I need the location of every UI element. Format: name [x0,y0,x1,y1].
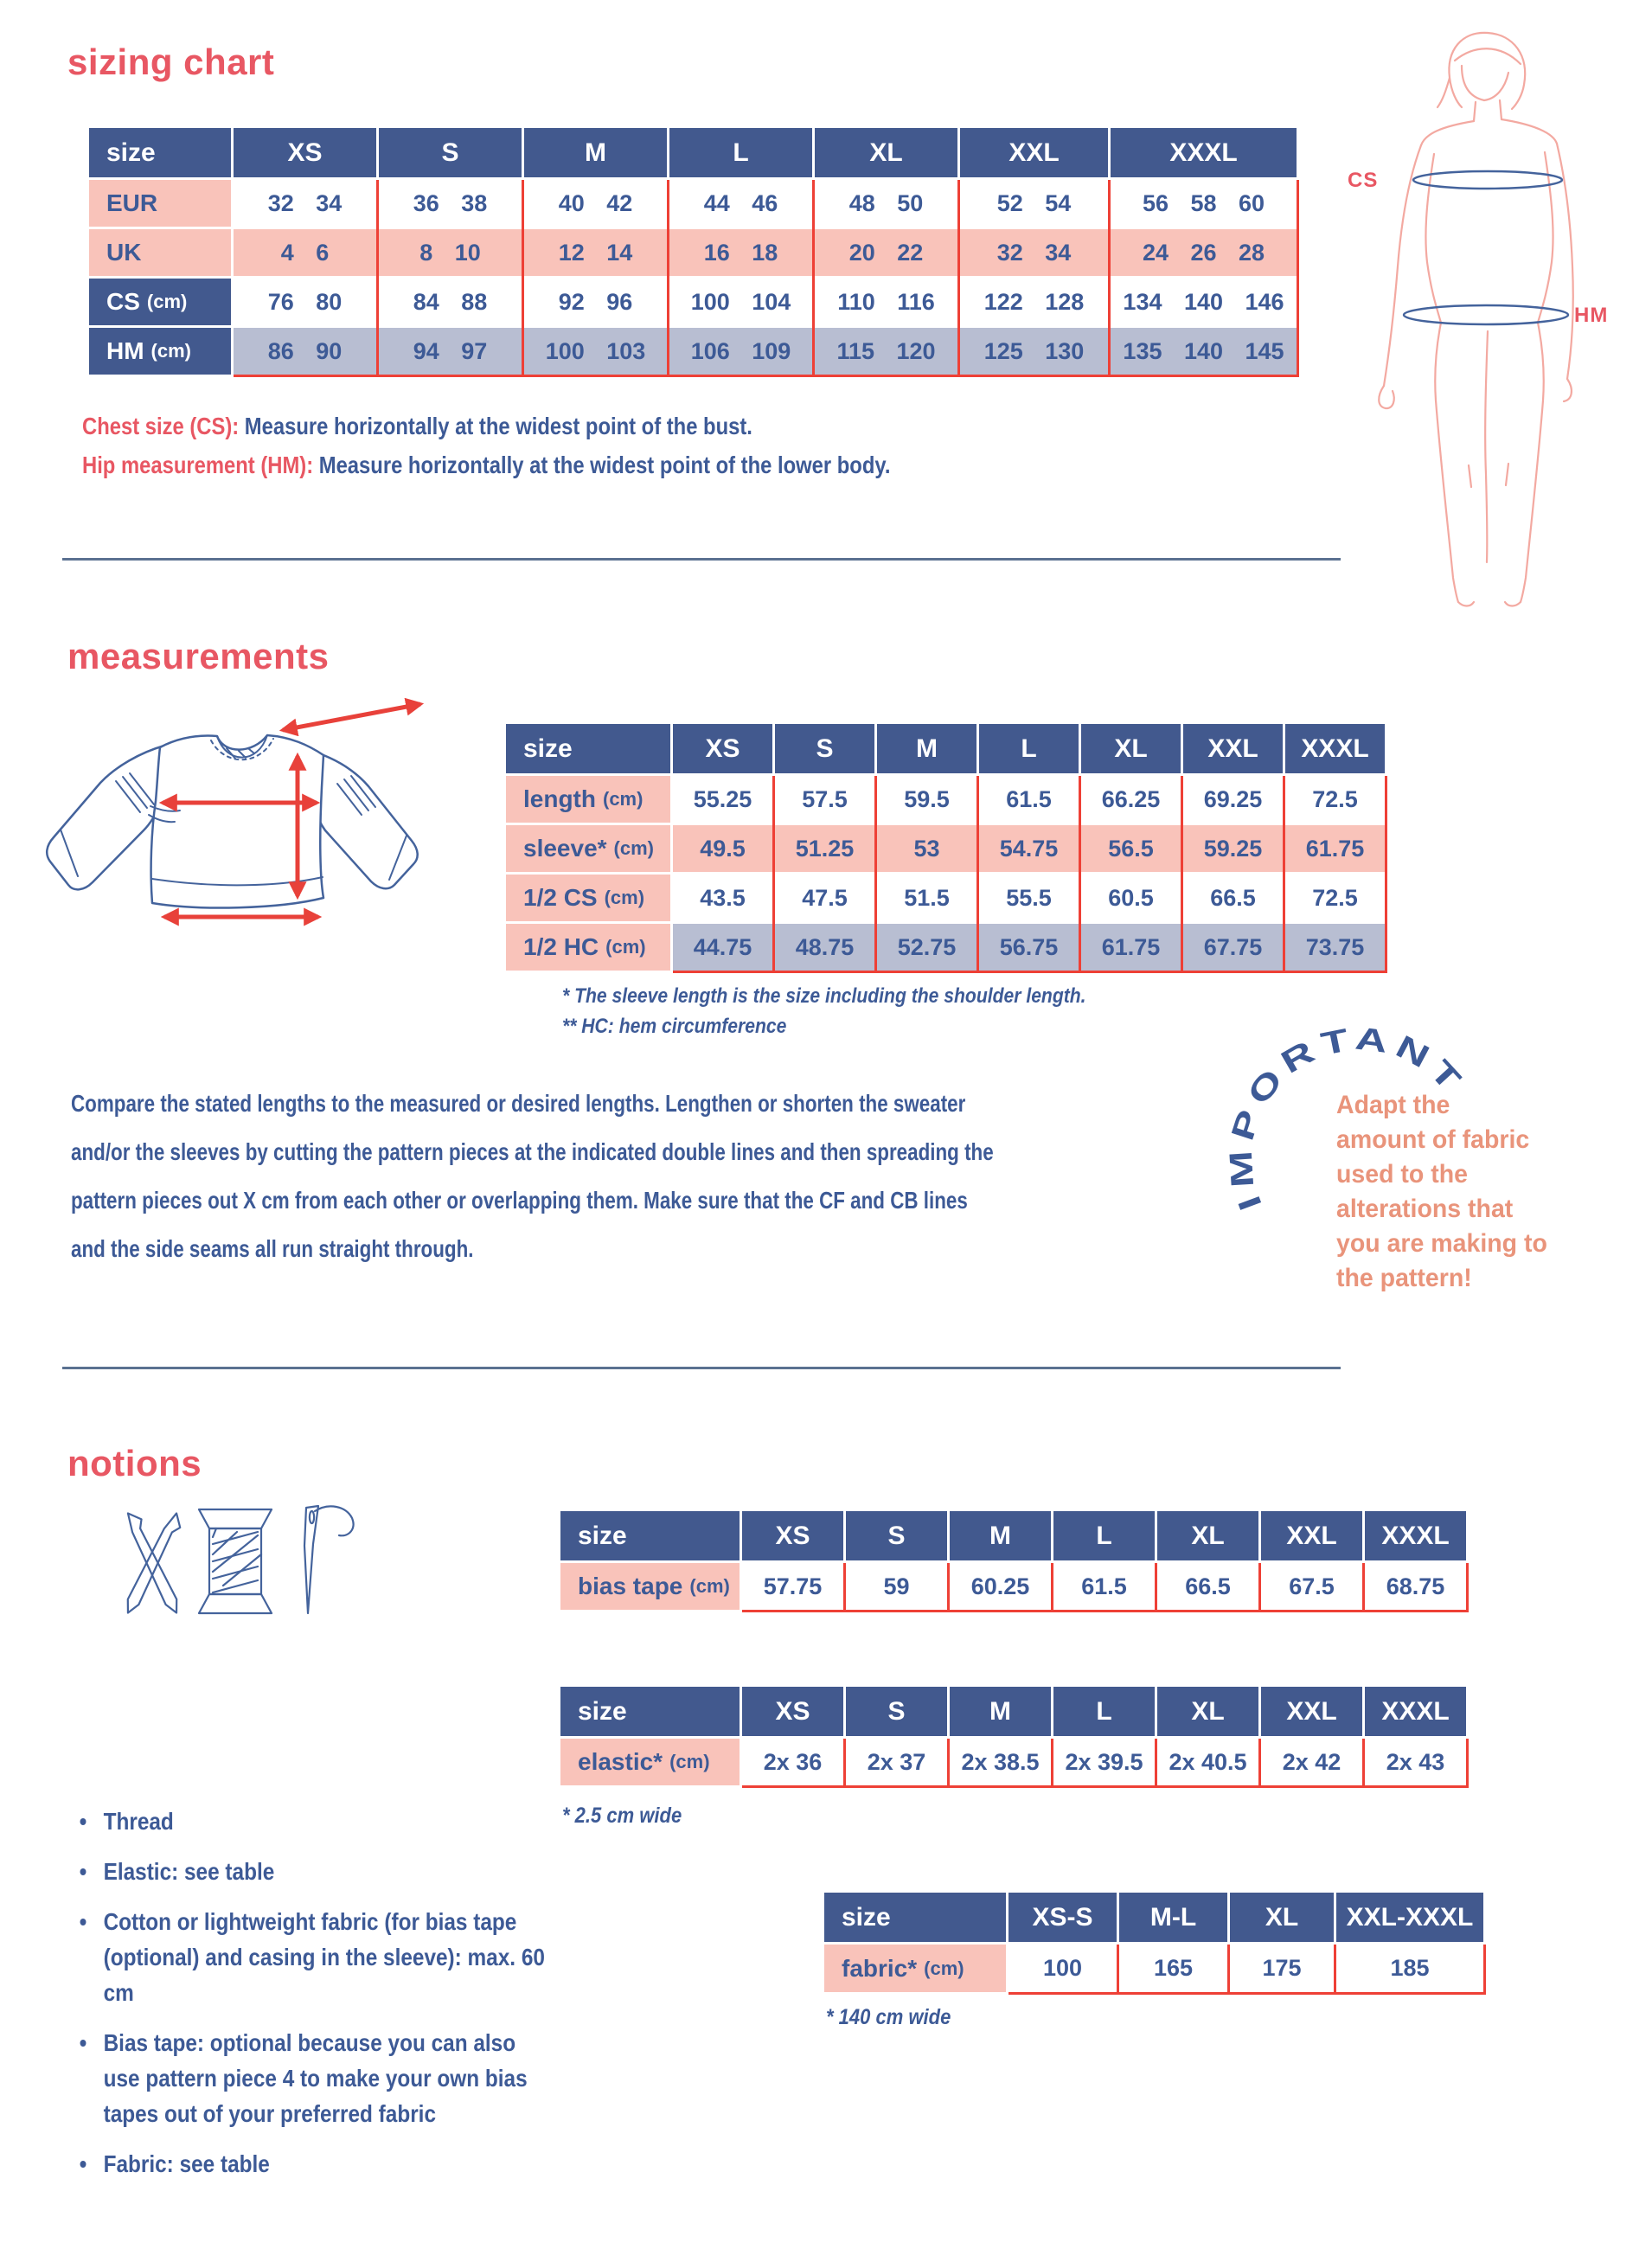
important-note-line: amount of fabric [1336,1125,1530,1154]
row-label: fabric* (cm) [824,1945,1006,1992]
chest-size-note [82,407,890,445]
measurements-footnotes [562,981,1086,1041]
value-cell: 100 103 [545,337,646,364]
row-label: elastic* (cm) [560,1739,740,1785]
column-separator-line [976,776,979,973]
value-cell: 44 46 [703,189,778,216]
value-cell: 36 38 [413,189,488,216]
column-separator-line [843,1563,846,1612]
value-cell: 122 128 [983,288,1085,315]
column-separator-line [1155,1739,1157,1788]
list-item-text: Fabric: see table [103,2150,270,2177]
table-row [89,279,1299,325]
value-cell: 106 109 [690,337,791,364]
chest-size-note-label: Chest size (CS): [82,413,240,439]
chest-size-note-text: Measure horizontally at the widest point of the bust. [244,413,752,439]
list-item [78,2146,548,2182]
cs-figure-label: CS [1348,169,1379,192]
value-cell: 185 [1390,1955,1430,1981]
column-separator-line [1297,180,1299,377]
column-header: XS [742,1511,843,1560]
value-cell: 32 34 [267,189,343,216]
value-cell: 48 50 [848,189,924,216]
column-header: XXL [1261,1511,1362,1560]
column-separator-line [1051,1739,1053,1788]
value-cell: 51.5 [904,884,950,911]
notions-icons [102,1501,375,1622]
column-separator-line [1258,1563,1261,1612]
value-cell: 57.75 [763,1573,823,1599]
column-header: M [877,724,976,773]
column-header: XXL-XXXL [1336,1893,1483,1942]
list-item [78,1804,548,1839]
column-header: XXXL [1111,128,1297,177]
list-item-text: Elastic: see table [103,1858,275,1885]
hip-measure-note-label: Hip measurement (HM): [82,452,314,478]
column-separator-line [1051,1563,1053,1612]
value-cell: 2x 40.5 [1169,1748,1247,1775]
column-separator-line [772,776,775,973]
table-bottom-line [742,1610,1469,1612]
table-row [506,776,1387,823]
sleeve-arrow [283,704,420,730]
value-cell: 61.75 [1101,933,1161,960]
value-cell: 175 [1262,1955,1302,1981]
value-cell: 125 130 [983,337,1085,364]
table-bottom-line [234,375,1299,377]
column-separator-line [1079,776,1081,973]
value-cell: 67.75 [1203,933,1263,960]
column-header: XXXL [1365,1511,1466,1560]
bias-tape-table [560,1511,1469,1612]
value-cell: 55.25 [693,785,752,812]
needle-icon [304,1506,354,1613]
hip-measure-note-text: Measure horizontally at the widest point of the lower body. [318,452,891,478]
value-cell: 69.25 [1203,785,1263,812]
column-header: XL [1157,1511,1258,1560]
value-cell: 59.5 [904,785,950,812]
value-cell: 94 97 [413,337,488,364]
value-cell: 32 34 [996,239,1072,266]
table-row [560,1739,1469,1785]
value-cell: 110 116 [837,288,935,315]
value-cell: 55.5 [1006,884,1052,911]
value-cell: 54.75 [999,835,1059,862]
value-cell: 2x 43 [1386,1748,1445,1775]
column-header: XXL [1261,1687,1362,1736]
pins-icon [123,1509,185,1618]
table-header-row [560,1511,1469,1560]
value-cell: 66.5 [1185,1573,1231,1599]
sizing-chart-heading: sizing chart [67,42,275,82]
measurements-heading: measurements [67,636,330,676]
list-item-text: Cotton or lightweight fabric (for bias tape (optional) and casing in the sleeve): max. 60 cm [103,1908,545,2006]
column-header: XXL [960,128,1108,177]
column-separator-line [667,180,669,377]
column-header: size [560,1511,740,1560]
column-header: L [1053,1511,1155,1560]
column-separator-line [522,180,524,377]
list-item-text: Thread [103,1808,174,1835]
column-header: S [775,724,874,773]
value-cell: 134 140 146 [1123,288,1284,315]
value-cell: 56 58 60 [1142,189,1265,216]
table-header-row [824,1893,1486,1942]
value-cell: 68.75 [1386,1573,1445,1599]
important-note-line: you are making to [1336,1229,1547,1258]
column-header: M [950,1687,1051,1736]
column-header: M [524,128,667,177]
value-cell: 92 96 [558,288,633,315]
value-cell: 76 80 [267,288,343,315]
column-header: XL [1230,1893,1334,1942]
table-bottom-line [742,1785,1469,1788]
column-header: XXXL [1285,724,1385,773]
row-label: sleeve* (cm) [506,825,670,872]
column-separator-line [1334,1945,1336,1995]
important-arc-text: IMPORTANT [1223,1020,1466,1215]
measurements-table [506,724,1387,973]
table-row [560,1563,1469,1610]
list-item [78,2025,548,2131]
row-label: HM (cm) [89,328,231,375]
value-cell: 43.5 [700,884,746,911]
row-label: 1/2 HC (cm) [506,924,670,971]
column-header: M [950,1511,1051,1560]
important-note [1336,1088,1616,1296]
column-header: XL [1081,724,1181,773]
sweater-outline [47,735,417,908]
table-header-row [560,1687,1469,1736]
row-label: length (cm) [506,776,670,823]
section-divider [62,1367,1341,1369]
column-header: XL [815,128,957,177]
row-label: 1/2 CS (cm) [506,875,670,921]
value-cell: 24 26 28 [1142,239,1265,266]
table-row [89,229,1299,276]
column-separator-line [1466,1563,1469,1612]
table-bottom-line [673,971,1387,973]
value-cell: 61.75 [1305,835,1365,862]
value-cell: 61.5 [1081,1573,1127,1599]
column-separator-line [843,1739,846,1788]
row-label: bias tape (cm) [560,1563,740,1610]
value-cell: 49.5 [700,835,746,862]
column-header: XS-S [1008,1893,1117,1942]
value-cell: 100 104 [690,288,791,315]
table-row [506,875,1387,921]
hip-measure-note [82,445,890,484]
column-separator-line [1362,1739,1365,1788]
hip-line [1404,305,1568,324]
column-header: size [89,128,231,177]
column-separator-line [874,776,877,973]
column-separator-line [1362,1563,1365,1612]
body-figure-illustration [1339,16,1624,612]
value-cell: 67.5 [1289,1573,1335,1599]
sweater-illustration [21,701,440,999]
value-cell: 165 [1153,1955,1194,1981]
table-bottom-line [1008,1992,1486,1995]
column-header: XS [673,724,772,773]
value-cell: 47.5 [802,884,848,911]
value-cell: 2x 39.5 [1065,1748,1143,1775]
column-header: XXL [1183,724,1283,773]
column-separator-line [1258,1739,1261,1788]
value-cell: 2x 38.5 [961,1748,1040,1775]
important-note-line: alterations that [1336,1195,1514,1223]
section-divider [62,558,1341,561]
column-header: L [979,724,1079,773]
value-cell: 51.25 [795,835,855,862]
table-row [89,180,1299,227]
value-cell: 66.5 [1210,884,1256,911]
sizing-table [89,128,1299,377]
value-cell: 52.75 [897,933,957,960]
column-separator-line [1385,776,1387,973]
fabric-table [824,1893,1486,1995]
value-cell: 56.5 [1108,835,1154,862]
value-cell: 20 22 [848,239,924,266]
list-item [78,1854,548,1889]
table-header-row [89,128,1299,177]
value-cell: 100 [1042,1955,1083,1981]
value-cell: 44.75 [693,933,752,960]
row-label: UK [89,229,231,276]
hc-footnote: ** HC: hem circumference [562,1015,787,1038]
value-cell: 59 [883,1573,910,1599]
column-header: XS [234,128,376,177]
elastic-table [560,1687,1469,1788]
column-separator-line [812,180,815,377]
important-note-line: Adapt the [1336,1091,1450,1119]
column-header: L [1053,1687,1155,1736]
value-cell: 2x 37 [867,1748,926,1775]
column-header: size [506,724,670,773]
column-separator-line [947,1739,950,1788]
sleeve-footnote: * The sleeve length is the size including the shoulder length. [562,984,1086,1008]
value-cell: 86 90 [267,337,343,364]
table-row [89,328,1299,375]
value-cell: 59.25 [1203,835,1263,862]
column-header: S [846,1687,947,1736]
column-header: S [846,1511,947,1560]
value-cell: 8 10 [419,239,481,266]
column-header: L [669,128,812,177]
value-cell: 57.5 [802,785,848,812]
value-cell: 72.5 [1312,785,1358,812]
fabric-footnote: * 140 cm wide [826,2005,951,2029]
value-cell: 60.25 [970,1573,1030,1599]
important-note-line: the pattern! [1336,1264,1472,1292]
row-label: CS (cm) [89,279,231,325]
column-header: M-L [1119,1893,1227,1942]
column-separator-line [947,1563,950,1612]
column-header: XL [1157,1687,1258,1736]
value-cell: 48.75 [795,933,855,960]
column-separator-line [1483,1945,1486,1995]
column-separator-line [1227,1945,1230,1995]
column-separator-line [1181,776,1183,973]
column-header: S [379,128,522,177]
thread-spool-icon [199,1509,272,1613]
column-header: XS [742,1687,843,1736]
notions-list [78,1804,548,2196]
column-header: size [560,1687,740,1736]
value-cell: 60.5 [1108,884,1154,911]
list-item [78,1904,548,2010]
value-cell: 66.25 [1101,785,1161,812]
important-note-line: used to the [1336,1160,1469,1189]
column-header: size [824,1893,1006,1942]
value-cell: 84 88 [413,288,488,315]
value-cell: 2x 36 [763,1748,823,1775]
value-cell: 56.75 [999,933,1059,960]
value-cell: 73.75 [1305,933,1365,960]
row-label: EUR [89,180,231,227]
table-row [824,1945,1486,1992]
value-cell: 2x 42 [1282,1748,1341,1775]
table-header-row [506,724,1387,773]
chest-line [1413,171,1562,189]
column-separator-line [1117,1945,1119,1995]
list-item-text: Bias tape: optional because you can also use pattern piece 4 to make your own bias tapes out of your preferred fabric [103,2029,528,2127]
column-separator-line [376,180,379,377]
value-cell: 61.5 [1006,785,1052,812]
column-separator-line [1155,1563,1157,1612]
elastic-footnote: * 2.5 cm wide [562,1804,682,1828]
value-cell: 40 42 [558,189,633,216]
column-separator-line [1108,180,1111,377]
value-cell: 4 6 [280,239,330,266]
column-separator-line [1283,776,1285,973]
value-cell: 115 120 [836,337,936,364]
value-cell: 12 14 [558,239,633,266]
measuring-instructions [82,407,890,484]
value-cell: 16 18 [703,239,778,266]
length-adjust-paragraph: Compare the stated lengths to the measured or desired lengths. Lengthen or shorten the sweater and/or the sleeves by cutting the pattern pieces at the indicated double lines and then spreading the pattern pieces out X cm from each other or overlapping them. Make sure that the CF and CB lines and the side seams all run straight through. [71,1090,994,1262]
column-separator-line [957,180,960,377]
column-header: XXXL [1365,1687,1466,1736]
table-row [506,924,1387,971]
value-cell: 135 140 145 [1123,337,1284,364]
value-cell: 53 [913,835,940,862]
notions-heading: notions [67,1443,202,1483]
figure-outline [1379,33,1573,606]
value-cell: 72.5 [1312,884,1358,911]
table-row [506,825,1387,872]
value-cell: 52 54 [996,189,1072,216]
hm-figure-label: HM [1574,304,1609,327]
column-separator-line [1466,1739,1469,1788]
